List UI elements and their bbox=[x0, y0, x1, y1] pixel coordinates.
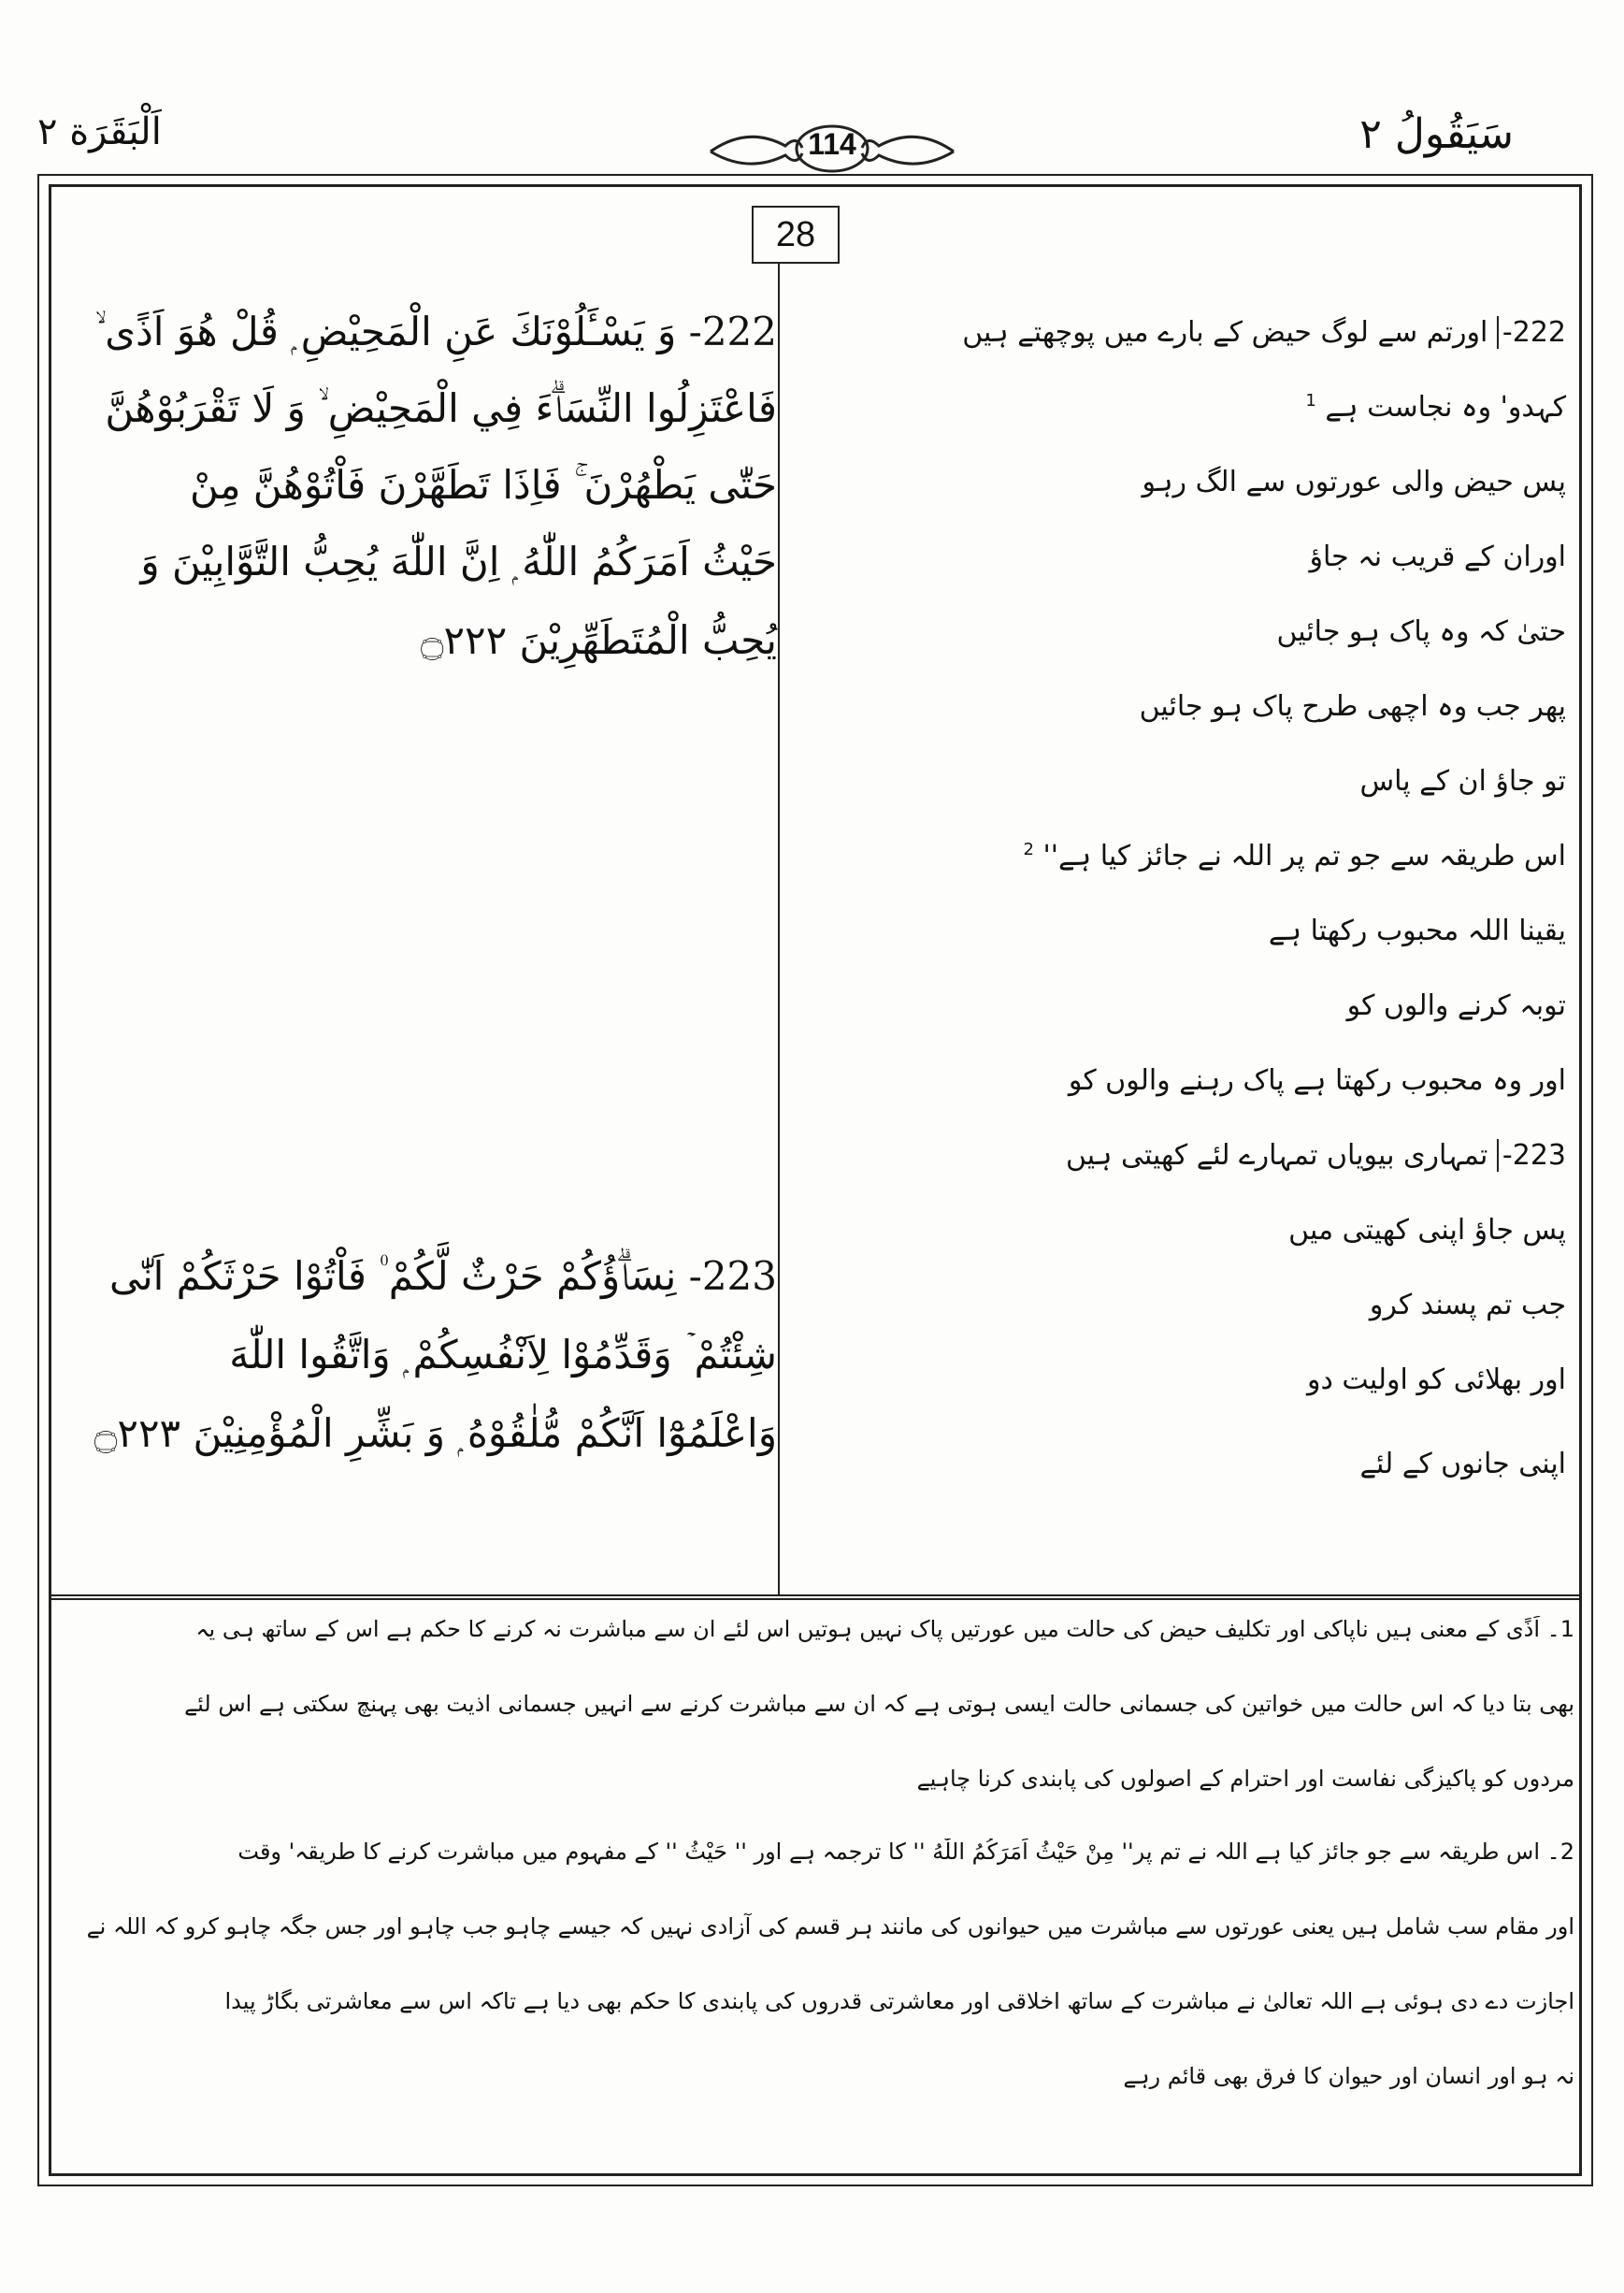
footnote-line: اور مقام سب شامل ہیں یعنی عورتوں سے مباشرت میں حیوانوں کی مانند ہر قسم کی آزادی نہیں کہ جیسے چاہو جب چاہو اور جس جگہ چاہو کرو کہ اللہ نے bbox=[86, 1913, 1574, 1940]
footnote-line: نہ ہو اور انسان اور حیوان کا فرق بھی قائم رہے bbox=[1123, 2063, 1574, 2089]
urdu-translation-line bbox=[855, 840, 1566, 872]
footnote-separator bbox=[49, 1594, 1582, 1600]
footnote-line: مردوں کو پاکیزگی نفاست اور احترام کے اصولوں کی پابندی کرنا چاہیے bbox=[916, 1766, 1574, 1792]
urdu-translation-line bbox=[855, 391, 1566, 424]
urdu-translation-line bbox=[855, 316, 1566, 349]
urdu-translation-line: یقینا اللہ محبوب رکھتا ہے bbox=[1268, 915, 1566, 947]
column-divider bbox=[778, 264, 780, 1596]
verse-number: 223- bbox=[688, 1253, 777, 1299]
arabic-verse-line: وَاعْلَمُوْٓا اَنَّكُمْ مُّلٰقُوْهُ ۭ وَ بَشِّرِ الْمُؤْمِنِيْنَ ۝۲۲۳ bbox=[93, 1410, 777, 1456]
arabic-verse-line: حَيْثُ اَمَرَكُمُ اللّٰهُ ۭ اِنَّ اللّٰهَ يُحِبُّ التَّوَّابِيْنَ وَ bbox=[140, 539, 777, 584]
page-number-ornament bbox=[692, 116, 972, 181]
footnote-marker: 1 bbox=[1305, 391, 1316, 411]
urdu-text: تمہاری بیویاں تمہارے لئے کھیتی ہیں bbox=[1065, 1139, 1488, 1172]
urdu-translation-line: توبہ کرنے والوں کو bbox=[1346, 989, 1566, 1022]
arabic-verse-line: حَتّٰى يَطْهُرْنَ ۚ فَاِذَا تَطَهَّرْنَ فَاْتُوْهُنَّ مِنْ bbox=[189, 462, 777, 508]
urdu-translation-line: تو جاؤ ان کے پاس bbox=[1359, 765, 1566, 798]
urdu-translation-line: اپنی جانوں کے لئے bbox=[1359, 1448, 1566, 1480]
footnote-line: 1۔ اَذًى کے معنی ہیں ناپاکی اور تکلیف حیض کی حالت میں عورتیں پاک نہیں ہوتیں اس لئے ان سے مباشرت نہ کرنے کا حکم ہے اس کے ساتھ ہی یہ bbox=[195, 1616, 1574, 1642]
urdu-translation-line bbox=[855, 1139, 1566, 1172]
verse-number: 223- bbox=[1497, 1139, 1566, 1172]
surah-name-title: اَلْبَقَرَة ٢ bbox=[37, 110, 162, 153]
arabic-verse-line: فَاعْتَزِلُوا النِّسَاۗءَ فِي الْمَحِيْضِ ۙ وَ لَا تَقْرَبُوْهُنَّ bbox=[105, 385, 777, 431]
section-number: 28 bbox=[752, 206, 840, 264]
verse-number: 222- bbox=[1497, 316, 1566, 349]
footnote-line: اجازت دے دی ہوئی ہے اللہ تعالیٰ نے مباشرت کے ساتھ اخلاقی اور معاشرتی قدروں کی پابندی کا حکم بھی دیا ہے تاکہ اس سے معاشرتی بگاڑ پیدا bbox=[224, 1988, 1574, 2014]
page-number: 114 bbox=[808, 127, 856, 161]
footnote-line: 2۔ اس طریقہ سے جو جائز کیا ہے اللہ نے تم پر'' مِنْ حَيْثُ اَمَرَكُمُ اللّٰهُ '' کا ترجمہ ہے اور '' حَيْثُ '' کے مفہوم میں مباشرت کرنے کا طریقہ' وقت bbox=[237, 1839, 1574, 1865]
urdu-text: کہدو' وہ نجاست ہے bbox=[1325, 391, 1566, 424]
urdu-translation-line: اور وہ محبوب رکھتا ہے پاک رہنے والوں کو bbox=[1068, 1064, 1566, 1097]
urdu-translation-line: پس جاؤ اپنی کھیتی میں bbox=[1288, 1214, 1566, 1247]
urdu-text: اس طریقہ سے جو تم پر اللہ نے جائز کیا ہے'' bbox=[1042, 840, 1566, 872]
footnote-line: بھی بتا دیا کہ اس حالت میں خواتین کی جسمانی حالت ایسی ہوتی ہے کہ ان سے مباشرت کرنے سے انہیں جسمانی اذیت بھی پہنچ سکتی ہے اس لئے bbox=[184, 1691, 1574, 1717]
verse-number: 222- bbox=[688, 309, 777, 354]
arabic-verse-line bbox=[48, 309, 777, 355]
arabic-verse-line bbox=[48, 1253, 777, 1300]
surah-part-title: سَيَقُولُ ٢ bbox=[1359, 110, 1514, 158]
arabic-verse-line: شِئْتُمْ ۡ وَقَدِّمُوْا لِاَنْفُسِكُمْ ۭ وَاتَّقُوا اللّٰهَ bbox=[229, 1332, 777, 1377]
urdu-translation-line: پس حیض والی عورتوں سے الگ رہو bbox=[1142, 466, 1566, 498]
urdu-translation-line: اور بھلائی کو اولیت دو bbox=[1307, 1363, 1566, 1396]
urdu-translation-line: حتیٰ کہ وہ پاک ہو جائیں bbox=[1276, 615, 1566, 648]
footnote-marker: 2 bbox=[1023, 840, 1034, 859]
urdu-translation-line: اوران کے قریب نہ جاؤ bbox=[1309, 541, 1566, 573]
arabic-text: نِسَاۗؤُكُمْ حَرْثٌ لَّكُمْ ۠ فَاْتُوْا حَرْثَكُمْ اَنّٰى bbox=[108, 1253, 677, 1299]
arabic-verse-line: يُحِبُّ الْمُتَطَهِّرِيْنَ ۝۲۲۲ bbox=[420, 617, 777, 663]
urdu-text: اورتم سے لوگ حیض کے بارے میں پوچھتے ہیں bbox=[962, 316, 1488, 349]
urdu-translation-line: جب تم پسند کرو bbox=[1369, 1289, 1566, 1321]
arabic-text: وَ يَسْـَٔلُوْنَكَ عَنِ الْمَحِيْضِ ۭ قُلْ هُوَ اَذًى ۙ bbox=[94, 309, 677, 354]
urdu-translation-line: پھر جب وہ اچھی طرح پاک ہو جائیں bbox=[1139, 690, 1566, 723]
